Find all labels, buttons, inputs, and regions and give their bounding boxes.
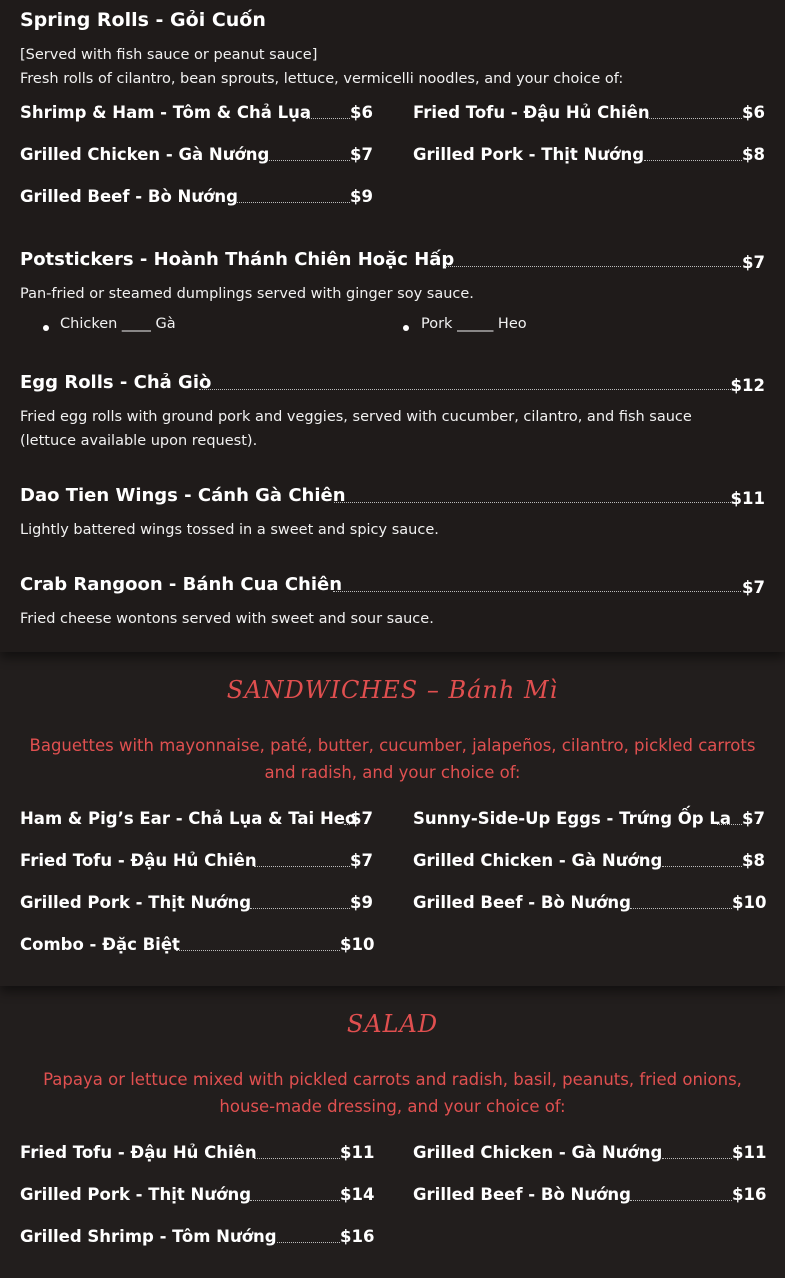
salad-section — [0, 986, 785, 1278]
potstickers-bullet: Pork _____ Heo — [421, 316, 527, 332]
option-price: $10 — [340, 935, 375, 954]
sandwiches-desc-1: Baguettes with mayonnaise, paté, butter, cucumber, jalapeños, cilantro, pickled carrots — [29, 736, 756, 755]
option-name: Ham & Pig’s Ear - Chả Lụa & Tai Heo — [20, 809, 357, 828]
option-name: Fried Tofu - Đậu Hủ Chiên — [20, 851, 257, 870]
dot-leader — [277, 1242, 340, 1243]
dot-leader — [717, 824, 742, 825]
dot-leader — [250, 908, 350, 909]
sandwiches-desc-2: and radish, and your choice of: — [264, 763, 521, 782]
option-name: Grilled Pork - Thịt Nướng — [413, 145, 645, 164]
option-price: $6 — [350, 103, 373, 122]
option-price: $7 — [350, 809, 373, 828]
option-price: $11 — [340, 1143, 375, 1162]
crab-rangoon-title: Crab Rangoon - Bánh Cua Chiên — [20, 574, 343, 595]
option-name: Grilled Pork - Thịt Nướng — [20, 893, 252, 912]
option-name: Fried Tofu - Đậu Hủ Chiên — [413, 103, 650, 122]
egg-rolls-desc-1: Fried egg rolls with ground pork and veggies, served with cucumber, cilantro, and fish sauce — [20, 409, 692, 425]
dot-leader — [269, 160, 350, 161]
option-name: Grilled Pork - Thịt Nướng — [20, 1185, 252, 1204]
egg-rolls-title: Egg Rolls - Chả Giò — [20, 372, 212, 393]
crab-rangoon-desc: Fried cheese wontons served with sweet and sour sauce. — [20, 611, 434, 627]
wings-price: $11 — [730, 489, 765, 508]
option-price: $7 — [742, 809, 765, 828]
option-name: Grilled Chicken - Gà Nướng — [20, 145, 270, 164]
salad-heading: SALAD — [346, 1010, 439, 1038]
spring-rolls-desc-2: Fresh rolls of cilantro, bean sprouts, lettuce, vermicelli noodles, and your choice of: — [20, 71, 624, 87]
potstickers-desc: Pan-fried or steamed dumplings served with ginger soy sauce. — [20, 286, 474, 302]
option-name: Grilled Beef - Bò Nướng — [413, 1185, 631, 1204]
option-price: $14 — [340, 1185, 375, 1204]
option-price: $9 — [350, 893, 373, 912]
dot-leader — [333, 591, 741, 592]
option-price: $10 — [732, 893, 767, 912]
option-name: Combo - Đặc Biệt — [20, 935, 180, 954]
dot-leader — [237, 202, 350, 203]
potstickers-price: $7 — [742, 253, 765, 272]
dot-leader — [254, 1158, 340, 1159]
wings-title: Dao Tien Wings - Cánh Gà Chiên — [20, 485, 346, 506]
option-price: $6 — [742, 103, 765, 122]
potstickers-title: Potstickers - Hoành Thánh Chiên Hoặc Hấp — [20, 249, 455, 270]
sandwiches-section — [0, 652, 785, 986]
bullet-icon — [43, 325, 49, 331]
option-price: $8 — [742, 145, 765, 164]
option-name: Grilled Beef - Bò Nướng — [413, 893, 631, 912]
option-price: $7 — [350, 145, 373, 164]
dot-leader — [647, 118, 742, 119]
sandwiches-heading: SANDWICHES – Bánh Mì — [226, 676, 559, 704]
option-price: $11 — [732, 1143, 767, 1162]
option-name: Fried Tofu - Đậu Hủ Chiên — [20, 1143, 257, 1162]
option-name: Sunny-Side-Up Eggs - Trứng Ốp La — [413, 809, 731, 828]
dot-leader — [250, 1200, 340, 1201]
option-name: Grilled Chicken - Gà Nướng — [413, 851, 663, 870]
salad-desc-1: Papaya or lettuce mixed with pickled carrots and radish, basil, peanuts, fried onions, — [43, 1070, 742, 1089]
option-price: $8 — [742, 851, 765, 870]
dot-leader — [662, 1158, 732, 1159]
dot-leader — [644, 160, 742, 161]
dot-leader — [254, 866, 350, 867]
spring-rolls-title: Spring Rolls - Gỏi Cuốn — [20, 9, 266, 31]
wings-desc: Lightly battered wings tossed in a sweet and spicy sauce. — [20, 522, 439, 538]
dot-leader — [630, 908, 732, 909]
dot-leader — [662, 866, 742, 867]
option-name: Grilled Beef - Bò Nướng — [20, 187, 238, 206]
option-name: Shrimp & Ham - Tôm & Chả Lụa — [20, 103, 312, 122]
option-price: $16 — [340, 1227, 375, 1246]
bullet-icon — [403, 325, 409, 331]
dot-leader — [306, 118, 350, 119]
spring-rolls-desc-1: [Served with fish sauce or peanut sauce] — [20, 47, 318, 63]
dot-leader — [630, 1200, 732, 1201]
option-name: Grilled Chicken - Gà Nướng — [413, 1143, 663, 1162]
option-price: $9 — [350, 187, 373, 206]
salad-desc-2: house-made dressing, and your choice of: — [219, 1097, 566, 1116]
potstickers-bullet: Chicken ____ Gà — [60, 316, 176, 332]
dot-leader — [176, 950, 340, 951]
dot-leader — [199, 389, 731, 390]
option-price: $7 — [350, 851, 373, 870]
option-name: Grilled Shrimp - Tôm Nướng — [20, 1227, 277, 1246]
egg-rolls-desc-2: (lettuce available upon request). — [20, 433, 258, 449]
crab-rangoon-price: $7 — [742, 578, 765, 597]
egg-rolls-price: $12 — [730, 376, 765, 395]
option-price: $16 — [732, 1185, 767, 1204]
dot-leader — [334, 502, 731, 503]
dot-leader — [445, 266, 741, 267]
